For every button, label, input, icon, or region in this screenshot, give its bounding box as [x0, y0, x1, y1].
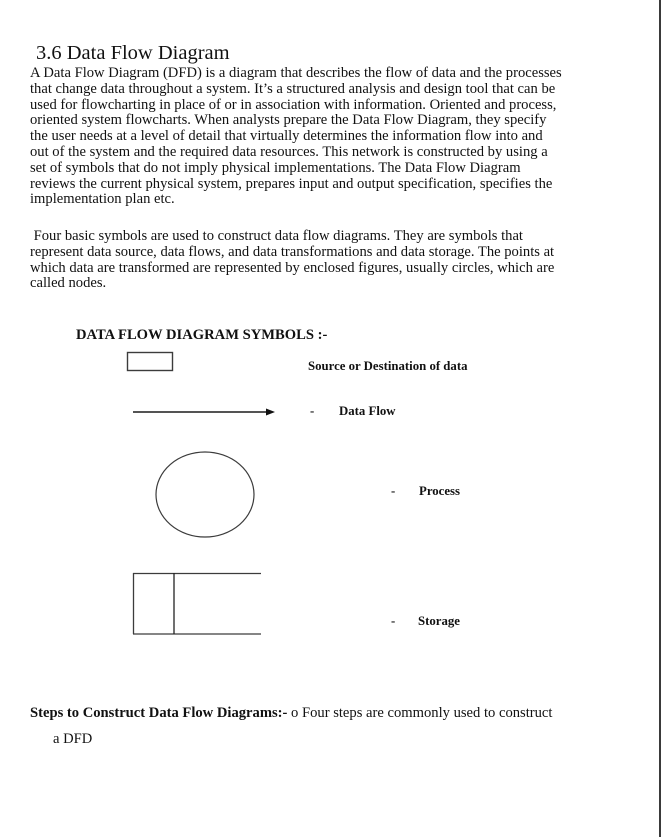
paragraph-line: implementation plan etc.: [30, 191, 175, 208]
symbol-dash: -: [391, 484, 396, 498]
paragraph-line: called nodes.: [30, 275, 107, 292]
paragraph-line: A Data Flow Diagram (DFD) is a diagram that describes the flow of data and the processes: [30, 65, 562, 81]
symbol-label-storage: Storage: [418, 614, 460, 628]
symbol-label-process: Process: [419, 484, 460, 498]
paragraph-line: reviews the current physical system, prepares input and output specification, specifies the: [30, 175, 553, 192]
paragraph-line: which data are transformed are represented by enclosed figures, usually circles, which are: [30, 259, 555, 276]
paragraph-line: used for flowcharting in place of or in association with information. Oriented and process,: [30, 96, 557, 113]
storage-open-rectangle-icon: [133, 573, 261, 634]
paragraph-line: represent data source, data flows, and data transformations and data storage. The points at: [30, 243, 555, 260]
steps-continuation: a DFD: [53, 731, 93, 747]
steps-line: [30, 705, 552, 722]
paragraph-line: that change data throughout a system. It’s a structured analysis and design tool that can be: [30, 80, 556, 97]
steps-heading: Steps to Construct Data Flow Diagrams:-: [30, 705, 288, 721]
symbol-label-source-destination: Source or Destination of data: [308, 359, 468, 373]
process-circle-icon: [156, 452, 254, 537]
symbols-title: DATA FLOW DIAGRAM SYMBOLS :-: [76, 327, 328, 343]
data-flow-arrow-icon: [133, 409, 275, 416]
paragraph-line: oriented system flowcharts. When analysts prepare the Data Flow Diagram, they specify: [30, 112, 547, 129]
symbol-dash: -: [391, 614, 396, 628]
paragraph-line: the user needs at a level of detail that virtually determines the information flow into and: [30, 128, 543, 145]
symbol-label-data-flow: Data Flow: [339, 404, 396, 418]
steps-text: o Four steps are commonly used to construct: [287, 705, 553, 721]
paragraph-line: set of symbols that do not imply physical implementations. The Data Flow Diagram: [30, 159, 521, 176]
section-heading: 3.6 Data Flow Diagram: [36, 42, 230, 64]
paragraph-line: out of the system and the required data resources. This network is constructed by using a: [30, 143, 548, 160]
source-destination-rectangle-icon: [128, 353, 173, 371]
paragraph-line: Four basic symbols are used to construct data flow diagrams. They are symbols that: [30, 228, 523, 244]
symbol-dash: -: [310, 404, 315, 418]
